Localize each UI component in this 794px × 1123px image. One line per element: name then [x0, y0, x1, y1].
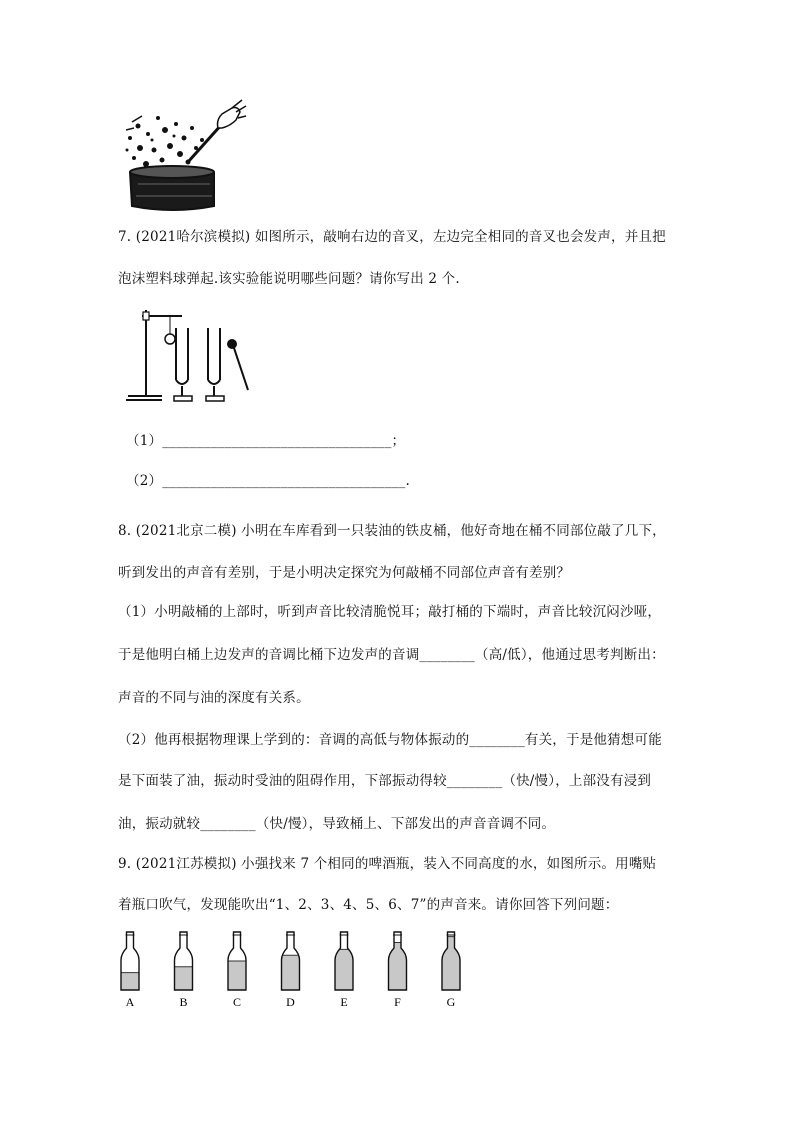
question-8-part2-line3: 油，振动就较________（快/慢），导致桶上、下部发出的声音音调不同。 — [118, 816, 556, 832]
bottle-label-d: D — [286, 995, 295, 1009]
bottle-water-e — [335, 949, 353, 990]
question-9-line1: 9. (2021江苏模拟) 小强找来 7 个相同的啤酒瓶，装入不同高度的水，如图所示。用嘴贴 — [118, 856, 657, 872]
bottle-label-f: F — [394, 995, 401, 1009]
pot-splash-figure — [118, 98, 248, 216]
bottle-water-g — [442, 937, 460, 990]
bottle-label-e: E — [340, 995, 348, 1009]
question-8-line1: 8. (2021北京二模) 小明在车库看到一只装油的铁皮桶，他好奇地在桶不同部位敲了几下， — [118, 523, 666, 539]
question-8-part1-line3: 声音的不同与油的深度有关系。 — [118, 690, 310, 706]
question-8-part1-line2: 于是他明白桶上边发声的音调比桶下边发声的音调________（高/低），他通过思考判断出： — [118, 647, 665, 663]
bottle-water-b — [175, 967, 193, 990]
question-7-line1: 7. (2021哈尔滨模拟) 如图所示，敲响右边的音叉，左边完全相同的音叉也会发声，并且把 — [118, 229, 666, 245]
bottle-water-d — [282, 955, 300, 990]
answer-line-1[interactable]: （1）_________________________________； — [126, 433, 406, 449]
bottles-figure — [110, 926, 470, 1012]
bottle-label-b: B — [179, 995, 188, 1009]
bottle-water-c — [228, 961, 246, 990]
question-8-line2: 听到发出的声音有差别，于是小明决定探究为何敲桶不同部位声音有差别？ — [118, 565, 571, 581]
question-9-line2: 着瓶口吹气，发现能吹出“1、2、3、4、5、6、7”的声音来。请你回答下列问题： — [118, 897, 619, 913]
question-8-part2-line1: （2）他再根据物理课上学到的：音调的高低与物体振动的________有关，于是他猜想可能 — [118, 732, 662, 748]
bottle-water-f — [389, 942, 407, 990]
bottle-water-a — [121, 973, 139, 990]
question-7-line2: 泡沫塑料球弹起.该实验能说明哪些问题？请你写出 2 个. — [118, 271, 460, 287]
bottle-label-c: C — [232, 995, 242, 1009]
bottle-label-g: G — [446, 995, 456, 1009]
tuning-fork-figure — [122, 304, 252, 404]
question-8-part1-line1: （1）小明敲桶的上部时，听到声音比较清脆悦耳；敲打桶的下端时，声音比较沉闷沙哑， — [118, 604, 662, 620]
question-8-part2-line2: 是下面装了油，振动时受油的阻碍作用，下部振动得较________（快/慢），上部没有浸到 — [118, 773, 652, 789]
answer-line-2[interactable]: （2）___________________________________. — [126, 473, 410, 489]
bottle-label-a: A — [125, 995, 135, 1009]
